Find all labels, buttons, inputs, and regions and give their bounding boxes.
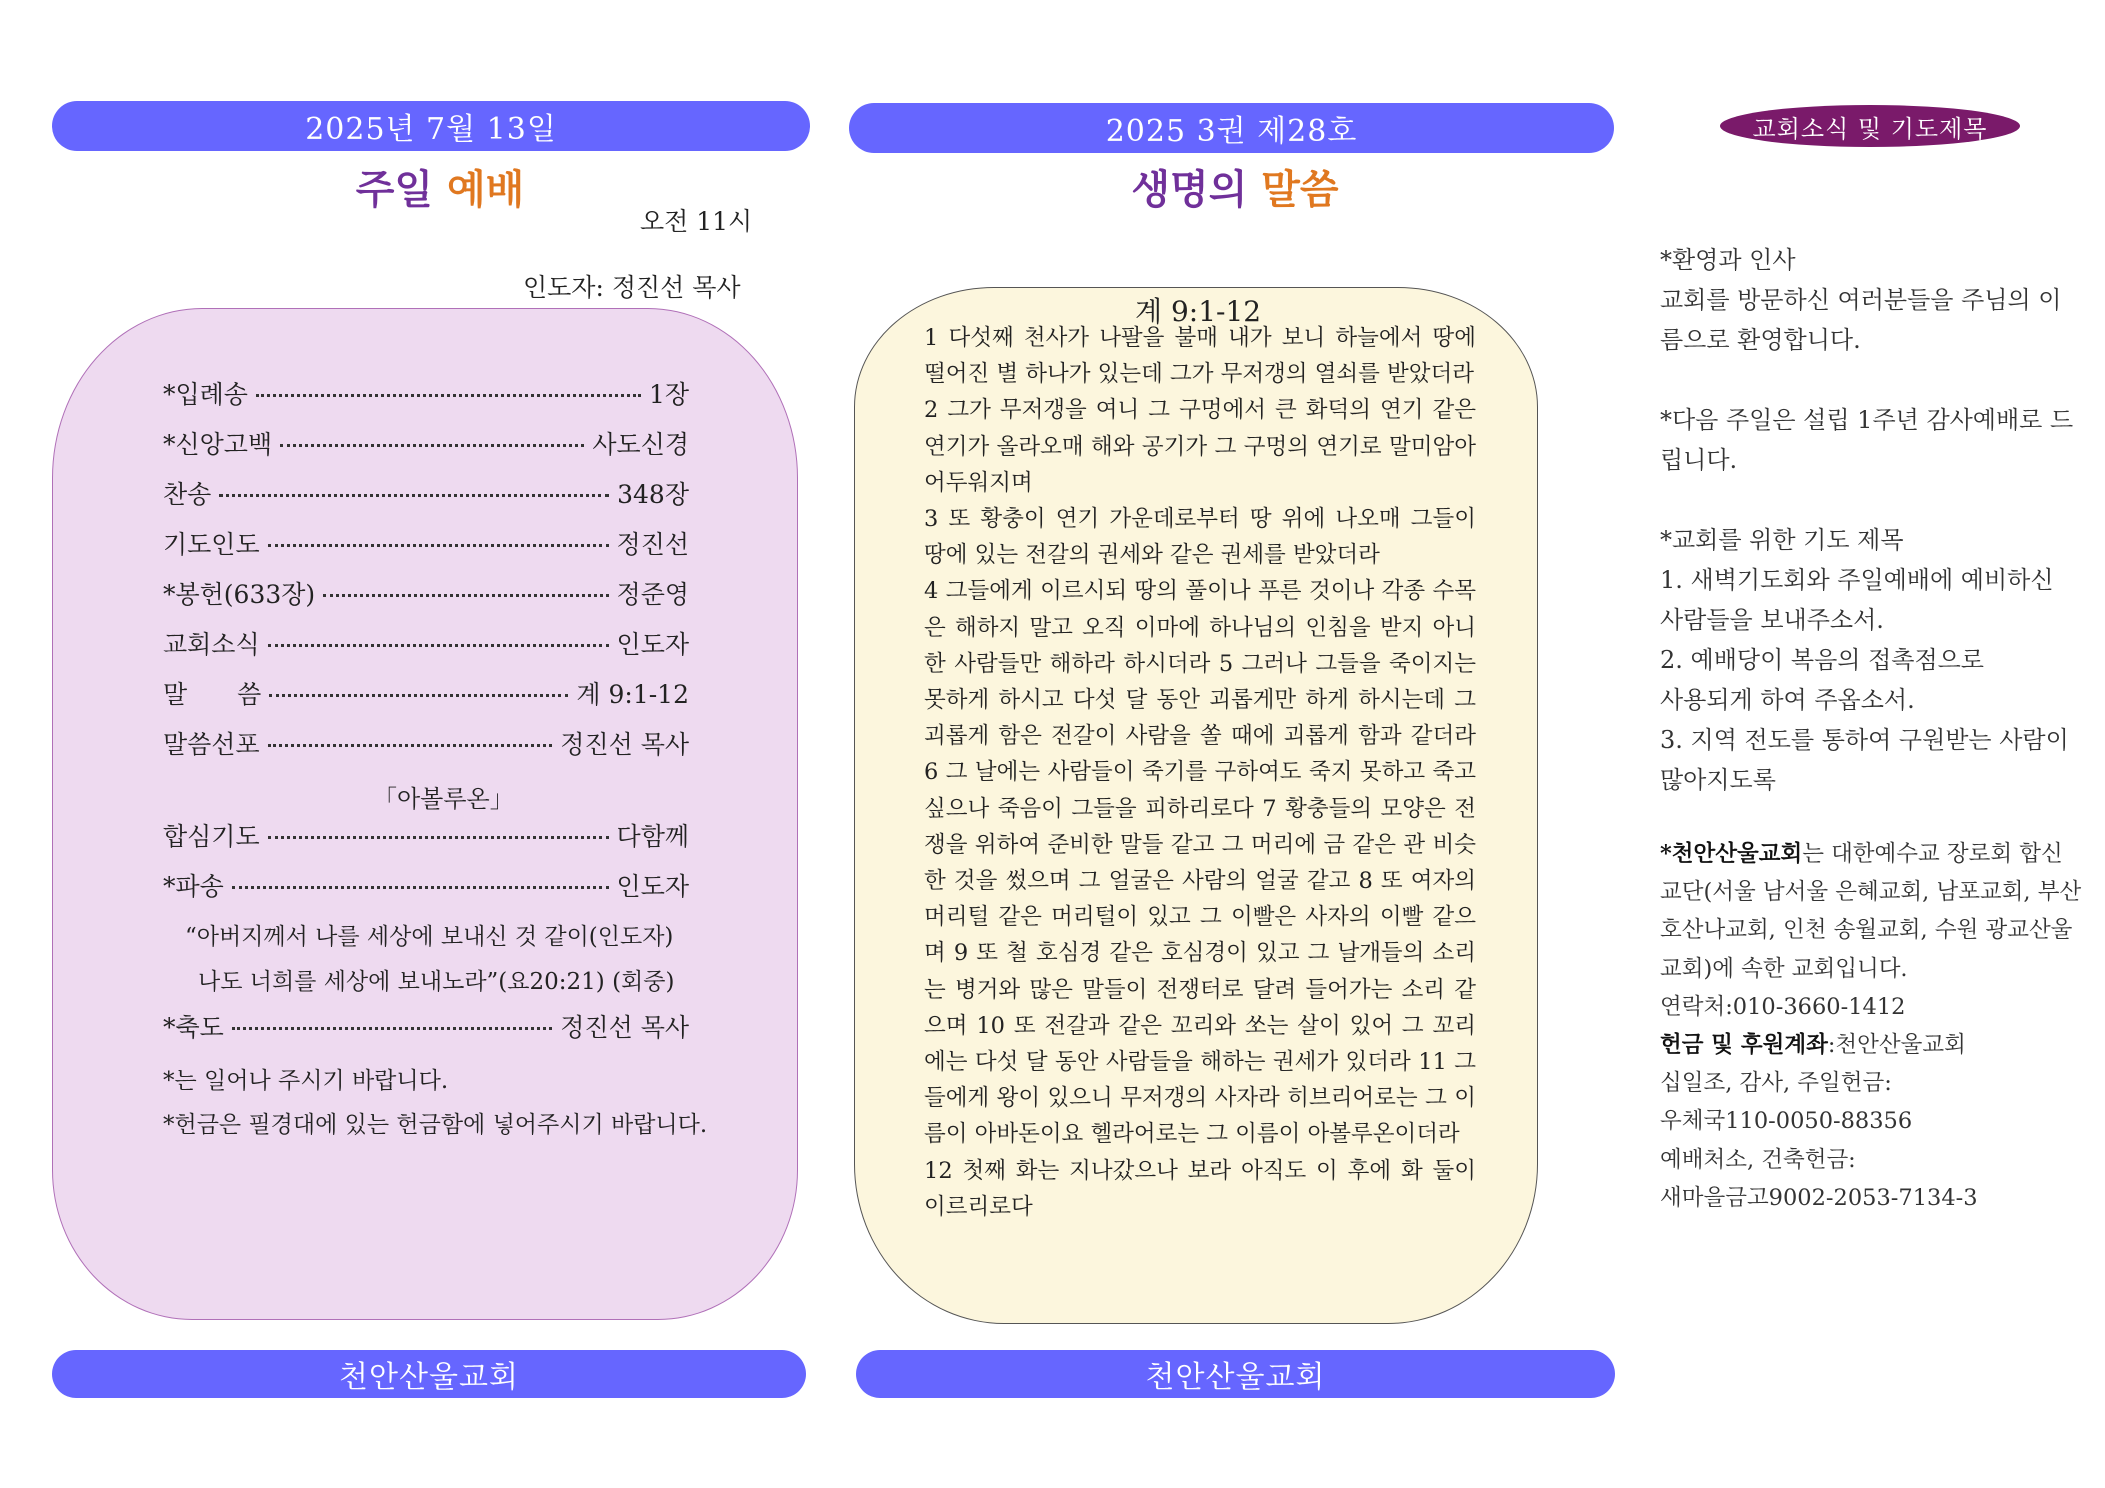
tithe-label: 십일조, 감사, 주일헌금:: [1660, 1070, 1892, 1097]
order-item-label: *신앙고백: [163, 430, 273, 459]
order-item-value: 인도자: [616, 872, 689, 901]
standing-note: *는 일어나 주시기 바랍니다.: [163, 1068, 449, 1094]
order-item-label: *입례송: [163, 380, 248, 409]
order-item-label: 말씀선포: [163, 730, 260, 759]
welcome-body: 교회를 방문하신 여러분들을 주님의 이름으로 환영합니다.: [1660, 286, 2062, 354]
order-item: [163, 573, 689, 613]
order-item-value: 1장: [648, 380, 689, 409]
sending-verse-line2: 나도 너희를 세상에 보내노라”(요20:21) (회중): [198, 969, 675, 995]
order-item-value: 정진선 목사: [560, 1013, 689, 1042]
order-item: [163, 373, 689, 413]
verse-paragraph: 1 다섯째 천사가 나팔을 불매 내가 보니 하늘에서 땅에 떨어진 별 하나가 있는데 그가 무저갱의 열쇠를 받았더라: [924, 325, 1476, 388]
church-desc-text: 는 대한예수교 장로회 합신 교단(서울 남서울 은혜교회, 남포교회, 부산 호산나교회, 인천 송월교회, 수원 광교산울교회)에 속한 교회입니다.: [1660, 841, 2082, 982]
spacer: [1660, 480, 2080, 520]
order-item: [163, 623, 689, 663]
building-label: 예배처소, 건축헌금:: [1660, 1146, 1856, 1173]
prayer-item: 3. 지역 전도를 통하여 구원받는 사람이 많아지도록: [1660, 726, 2069, 794]
verse-paragraph: 12 첫째 화는 지나갔으나 보라 아직도 이 후에 화 둘이 이르리로다: [924, 1157, 1476, 1220]
order-item-value: 348장: [617, 480, 689, 509]
service-time: 오전 11시: [640, 207, 753, 236]
order-item-label: *봉헌(633장): [163, 580, 316, 609]
order-item-label: *파송: [163, 872, 224, 901]
dot-leader: [268, 544, 609, 547]
building-account: 새마을금고9002-2053-7134-3: [1660, 1184, 1978, 1211]
order-item-label: 찬송: [163, 480, 212, 509]
date-banner: [52, 101, 810, 151]
church-news-badge-text: 교회소식 및 기도제목: [1752, 114, 1988, 143]
word-title-part2: 말씀: [1261, 166, 1339, 213]
order-item: [163, 723, 689, 763]
offering-note: *헌금은 필경대에 있는 헌금함에 넣어주시기 바랍니다.: [163, 1112, 708, 1138]
scripture-reference: 계 9:1-12: [1135, 295, 1262, 328]
order-item: [163, 423, 689, 463]
prayer-item-cont: 사용되게 하여 주옵소서.: [1660, 686, 1915, 714]
order-item-value: 정진선: [616, 530, 689, 559]
issue-banner: [849, 103, 1614, 153]
order-item: [163, 473, 689, 513]
dot-leader: [280, 444, 584, 447]
service-leader: 인도자: 정진선 목사: [523, 273, 741, 302]
dot-leader: [232, 1027, 552, 1030]
welcome-title: *환영과 인사: [1660, 246, 1796, 274]
church-news-badge: [1720, 105, 2020, 147]
service-title-part1: 주일: [355, 166, 434, 213]
church-name-banner: [856, 1350, 1615, 1398]
order-item-label: *축도: [163, 1013, 224, 1042]
date-text: 2025년 7월 13일: [305, 112, 557, 147]
order-item-label: 교회소식: [163, 630, 260, 659]
order-item-value: 정준영: [616, 580, 689, 609]
account-heading: [1660, 1026, 2090, 1064]
dot-leader: [268, 836, 609, 839]
order-item-value: 다함께: [616, 822, 689, 851]
prayer-item: 2. 예배당이 복음의 접촉점으로: [1660, 646, 1984, 674]
sending-verse-line1: “아버지께서 나를 세상에 보내신 것 같이(인도자): [185, 924, 674, 950]
order-item-value: 인도자: [616, 630, 689, 659]
church-name-bold: *천안산울교회: [1660, 841, 1803, 867]
order-item: [163, 673, 689, 713]
next-week-notice: *다음 주일은 설립 1주년 감사예배로 드립니다.: [1660, 406, 2074, 474]
order-item-label: 기도인도: [163, 530, 260, 559]
tithe-account: 우체국110-0050-88356: [1660, 1108, 1913, 1135]
church-name-text: 천안산울교회: [1145, 1360, 1326, 1395]
order-item: [163, 523, 689, 563]
order-item-label: 말 씀: [163, 680, 262, 709]
prayer-title: *교회를 위한 기도 제목: [1660, 526, 1904, 554]
order-item-value: 사도신경: [592, 430, 689, 459]
prayer-item: 1. 새벽기도회와 주일예배에 예비하신 사람들을 보내주소서.: [1660, 566, 2054, 634]
church-name-text: 천안산울교회: [339, 1360, 519, 1395]
church-name-banner: [52, 1350, 806, 1398]
service-title-part2: 예배: [446, 166, 525, 213]
dot-leader: [256, 394, 641, 397]
word-of-life-title: [1100, 158, 1370, 215]
order-item: [163, 815, 689, 855]
service-title: [340, 158, 540, 215]
verse-paragraph: 4 그들에게 이르시되 땅의 풀이나 푸른 것이나 각종 수목은 해하지 말고 오직 이마에 하나님의 인침을 받지 아니한 사람들만 해하라 하시더라 5 그러나 그들을 죽이지는 못하게 하시고 다섯 달 동안 괴롭게만 하게 하시는데 그 괴롭게 함은 전갈이 사람을 쏠 때에 괴롭게 함과 같더라 6 그 날에는 사람들이 죽기를 구하여도 죽지 못하고 죽고 싶으나 죽음이 그들을 피하리로다 7 황충들의 모양은 전쟁을 위하여 준비한 말들 같고 그 머리에 금 같은 관 비슷한 것을 썼으며 그 얼굴은 사람의 얼굴 같고 8 또 여자의 머리털 같은 머리털이 있고 그 이빨은 사자의 이빨 같으며 9 또 철 호심경 같은 호심경이 있고 그 날개들의 소리는 병거와 많은 말들이 전쟁터로 달려 들어가는 소리 같으며 10 또 전갈과 같은 꼬리와 쏘는 살이 있어 그 꼬리에는 다섯 달 동안 사람들을 해하는 권세가 있더라 11 그들에게 왕이 있으니 무저갱의 사자라 히브리어로는 그 이름이 아바돈이요 헬라어로는 그 이름이 아볼루온이더라: [924, 578, 1476, 1148]
dot-leader: [323, 594, 608, 597]
dot-leader: [268, 644, 609, 647]
order-item: [163, 865, 689, 905]
dot-leader: [232, 886, 609, 889]
verse-paragraph: 3 또 황충이 연기 가운데로부터 땅 위에 나오매 그들이 땅에 있는 전갈의 권세와 같은 권세를 받았더라: [924, 506, 1476, 569]
church-description: [1660, 835, 2090, 988]
sermon-title: 「아볼루온」: [373, 785, 514, 813]
verse-paragraph: 2 그가 무저갱을 여니 그 구멍에서 큰 화덕의 연기 같은 연기가 올라오매 해와 공기가 그 구멍의 연기로 말미암아 어두워지며: [924, 397, 1476, 496]
dot-leader: [269, 694, 568, 697]
contact-number: 연락처:010-3660-1412: [1660, 993, 1906, 1020]
order-item: [163, 1006, 689, 1046]
scripture-text: [924, 320, 1476, 1225]
dot-leader: [268, 744, 553, 747]
account-name: :천안산울교회: [1827, 1032, 1966, 1059]
order-item-value: 계 9:1-12: [576, 680, 689, 709]
order-item-value: 정진선 목사: [560, 730, 689, 759]
dot-leader: [219, 494, 609, 497]
order-item-label: 합심기도: [163, 822, 260, 851]
issue-text: 2025 3권 제28호: [1105, 114, 1358, 149]
church-news: [1660, 240, 2080, 800]
word-title-part1: 생명의: [1131, 166, 1248, 213]
account-label: 헌금 및 후원계좌: [1660, 1032, 1828, 1059]
church-info: [1660, 835, 2090, 1217]
spacer: [1660, 360, 2080, 400]
